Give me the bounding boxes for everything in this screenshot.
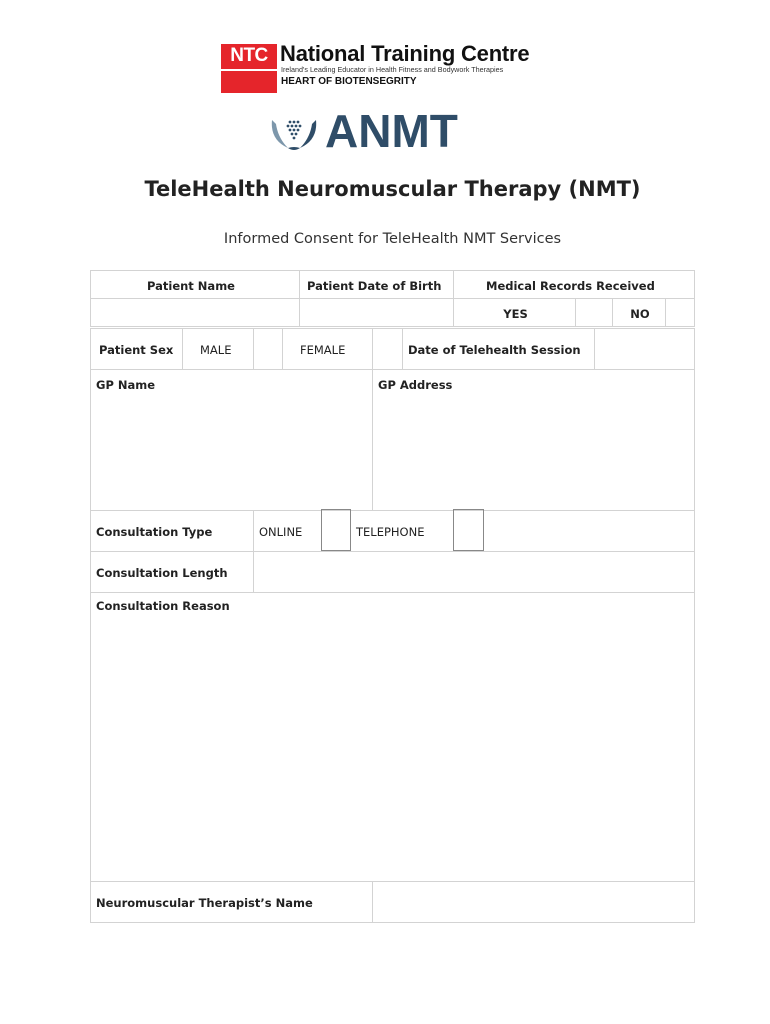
ntc-logo-line [221,69,277,71]
gp-address-field[interactable] [372,369,695,511]
consultation-type-label: Consultation Type [96,525,213,539]
therapist-name-field[interactable] [372,881,695,923]
patient-name-field[interactable] [90,298,300,327]
male-option [182,328,254,370]
session-date-label: Date of Telehealth Session [408,343,581,357]
online-checkbox[interactable] [321,509,351,551]
patient-name-header [90,270,300,299]
patient-sex-cell [90,328,183,370]
session-date-field[interactable] [594,328,695,370]
no-label: NO [630,307,650,321]
gp-address-label: GP Address [378,378,453,392]
telephone-checkbox[interactable] [453,509,484,551]
ntc-heart-text: HEART OF BIOTENSEGRITY [281,76,417,87]
female-checkbox[interactable] [372,328,403,370]
consultation-length-label: Consultation Length [96,566,228,580]
patient-dob-header [299,270,454,299]
yes-checkbox[interactable] [575,298,613,327]
ntc-logo-text: NTC [230,45,268,66]
ntc-title: National Training Centre [280,41,530,66]
consultation-length-cell [90,551,254,593]
patient-dob-field[interactable] [299,298,454,327]
yes-option [453,298,576,327]
female-label: FEMALE [300,343,346,357]
telephone-label: TELEPHONE [356,525,425,539]
consultation-type-cell [90,510,254,552]
online-label: ONLINE [259,525,303,539]
medical-records-label: Medical Records Received [486,279,655,293]
anmt-logo-text: ANMT [325,105,458,157]
patient-name-label: Patient Name [147,279,235,293]
gp-name-label: GP Name [96,378,156,392]
gp-name-field[interactable] [90,369,373,511]
anmt-emblem-icon [268,110,320,152]
consultation-length-field[interactable] [253,551,695,593]
female-option [282,328,373,370]
consultation-reason-label: Consultation Reason [96,599,230,613]
consultation-reason-field[interactable] [90,592,695,882]
page-title: TeleHealth Neuromuscular Therapy (NMT) [144,177,641,201]
patient-dob-label: Patient Date of Birth [307,279,442,293]
ntc-tagline: Ireland's Leading Educator in Health Fitness and Bodywork Therapies [281,65,504,74]
therapist-name-cell [90,881,373,923]
page-subtitle: Informed Consent for TeleHealth NMT Services [223,231,562,247]
ntc-logo [221,44,277,93]
patient-sex-label: Patient Sex [99,343,174,357]
male-label: MALE [200,343,232,357]
therapist-name-label: Neuromuscular Therapist’s Name [96,896,313,910]
no-checkbox[interactable] [665,298,695,327]
session-date-cell [402,328,595,370]
male-checkbox[interactable] [253,328,283,370]
no-option [612,298,666,327]
yes-label: YES [503,307,528,321]
medical-records-header [453,270,695,299]
